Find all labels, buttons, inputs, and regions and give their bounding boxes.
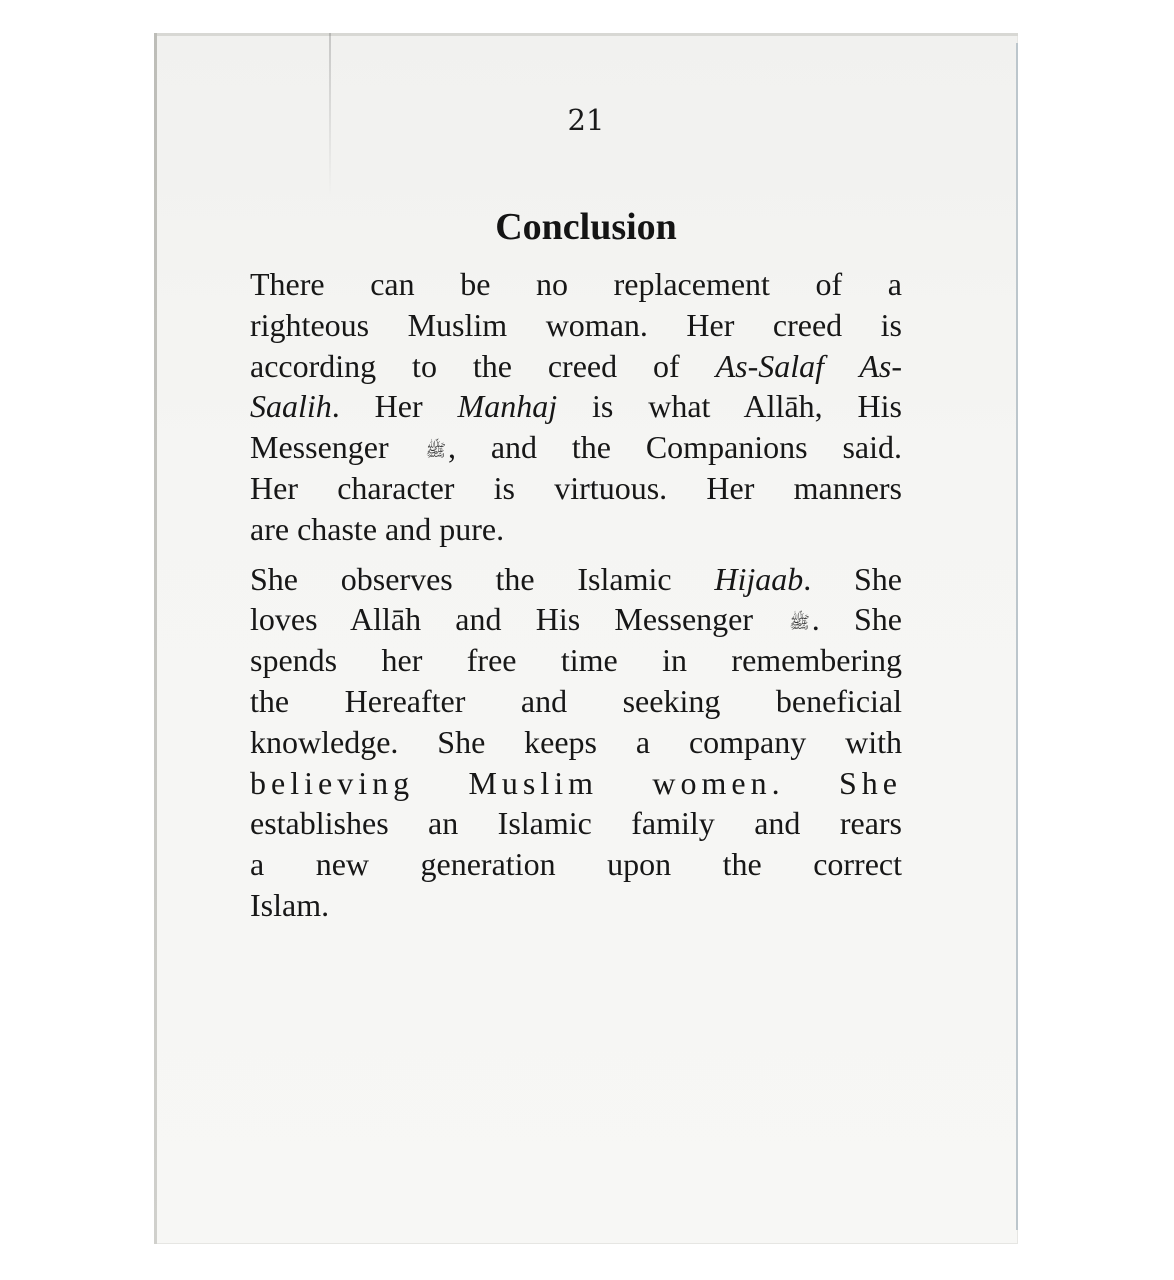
italic-term: As-Salaf As- bbox=[715, 347, 903, 384]
text-line: righteous Muslim woman. Her creed is bbox=[250, 306, 902, 343]
italic-term: Saalih bbox=[250, 388, 332, 425]
text-line: a new generation upon the correct bbox=[250, 846, 902, 883]
italic-term: Manhaj bbox=[457, 388, 558, 425]
body-text bbox=[250, 264, 902, 926]
text-line: Her character is virtuous. Her manners bbox=[250, 469, 902, 506]
salutation-icon: ﷺ bbox=[425, 441, 447, 461]
page-number: 21 bbox=[567, 103, 605, 137]
text-line: There can be no replacement of a bbox=[250, 266, 902, 302]
text-line: knowledge. She keeps a company with bbox=[250, 723, 902, 760]
chapter-heading: Conclusion bbox=[495, 206, 677, 248]
text-line: believing Muslim women. She bbox=[250, 764, 902, 801]
text-line: Saalih. Her Manhaj is what Allāh, His bbox=[250, 388, 903, 425]
text-line: according to the creed of As-Salaf As- bbox=[250, 347, 903, 384]
text-line: Messenger ﷺ, and the Companions said. bbox=[250, 427, 902, 468]
page-top-edge bbox=[154, 33, 1018, 36]
paragraph-gap bbox=[250, 550, 902, 559]
text-line: Islam. bbox=[250, 886, 330, 923]
book-page bbox=[154, 33, 1018, 1244]
italic-term: Hijaab bbox=[714, 560, 804, 597]
salutation-icon: ﷺ bbox=[789, 613, 810, 633]
text-line: She observes the Islamic Hijaab. She bbox=[250, 560, 903, 597]
text-line: spends her free time in remembering bbox=[250, 642, 902, 679]
text-line: loves Allāh and His Messenger ﷺ. She bbox=[250, 599, 902, 640]
text-line: the Hereafter and seeking beneficial bbox=[250, 682, 902, 719]
text-line: are chaste and pure. bbox=[250, 510, 505, 547]
text-line: establishes an Islamic family and rears bbox=[250, 805, 902, 842]
